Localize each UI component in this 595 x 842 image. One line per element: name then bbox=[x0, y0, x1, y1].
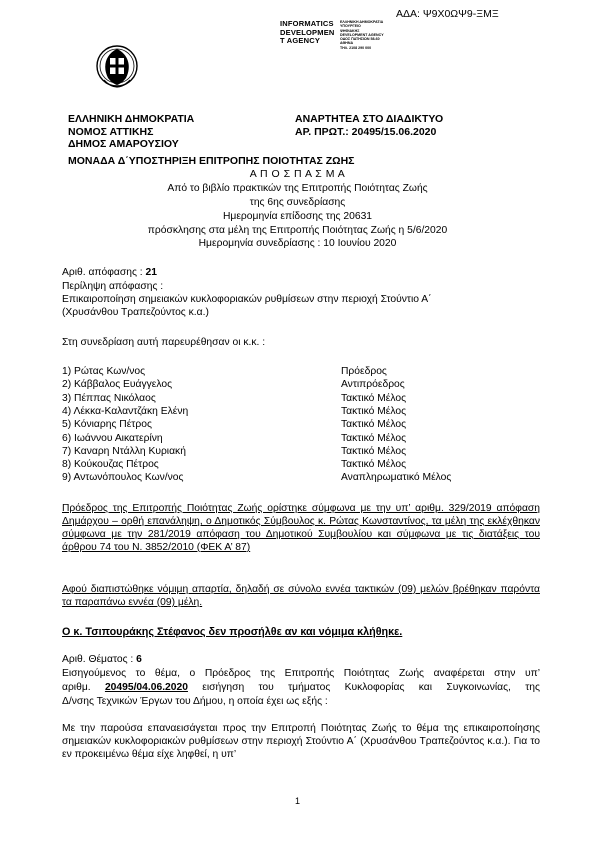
logo-small-line: ΤΗΛ. 2108 290 000 bbox=[340, 45, 372, 50]
list-item bbox=[62, 378, 172, 391]
member-role: Αντιπρόεδρος bbox=[341, 379, 405, 391]
intro-line: της 6ης συνεδρίασης bbox=[249, 197, 346, 208]
member-name: 6) Ιωάννου Αικατερίνη bbox=[62, 432, 163, 444]
list-item bbox=[62, 405, 188, 418]
quorum-paragraph: Αφού διαπιστώθηκε νόμιμη απαρτία, δηλαδή σε σύνολο εννέα τακτικών (09) μελών βρέθηκαν παρόντα τα παραπάνω εννέα (09) μέλη. bbox=[62, 584, 540, 608]
member-name: 7) Καναρη Ντάλλη Κυριακή bbox=[62, 445, 186, 457]
topic-line: Εισηγούμενος το θέμα, ο Πρόεδρος της Επιτροπής Ποιότητας Ζωής αναφέρεται στην υπ’ bbox=[62, 668, 540, 679]
topic-number-row bbox=[62, 653, 142, 666]
logo-small-text bbox=[340, 20, 384, 50]
member-role: Τακτικό Μέλος bbox=[341, 459, 407, 471]
member-name: 9) Αντωνόπουλος Κων/νος bbox=[62, 472, 184, 484]
logo-line: INFORMATICS bbox=[280, 19, 334, 28]
unit-title: ΜΟΝΑΔΑ Δ΄ΥΠΟΣΤΗΡΙΞΗ ΕΠΙΤΡΟΠΗΣ ΠΟΙΟΤΗΤΑΣ ΖΩΗΣ bbox=[68, 155, 355, 167]
intro-line: πρόσκλησης στα μέλη της Επιτροπής Ποιότητας Ζωής η 5/6/2020 bbox=[147, 225, 448, 236]
member-role: Αναπληρωματικό Μέλος bbox=[341, 472, 452, 484]
topic-line: Δ/νσης Τεχνικών Έργων του Δήμου, η οποία έχει ως εξής : bbox=[62, 696, 328, 707]
members-list bbox=[62, 365, 532, 485]
header-prefecture: ΝΟΜΟΣ ΑΤΤΙΚΗΣ bbox=[68, 125, 154, 138]
intro-line: Από το βιβλίο πρακτικών της Επιτροπής Ποιότητας Ζωής bbox=[167, 183, 428, 194]
topic-number-label: Αριθ. Θέματος : bbox=[62, 654, 134, 665]
absent-note: Ο κ. Τσιπουράκης Στέφανος δεν προσήλθε αν και νόμιμα κλήθηκε. bbox=[62, 626, 403, 638]
topic-line bbox=[62, 681, 540, 694]
attendance-intro: Στη συνεδρίαση αυτή παρευρέθησαν οι κ.κ. : bbox=[62, 337, 266, 348]
topic-ref-suffix: εισήγηση του τμήματος Κυκλοφορίας και Συγκοινωνίας, της bbox=[202, 682, 540, 693]
topic-ref-prefix: αριθμ. bbox=[62, 682, 91, 693]
summary-line: Επικαιροποίηση σημειακών κυκλοφοριακών ρυθμίσεων στην περιοχή Στούντιο Α΄ bbox=[62, 294, 432, 305]
list-item bbox=[62, 445, 186, 458]
list-item bbox=[62, 432, 163, 445]
member-name: 4) Λέκκα-Καλαντζάκη Ελένη bbox=[62, 405, 189, 417]
member-role: Τακτικό Μέλος bbox=[341, 445, 407, 457]
decision-number-row bbox=[62, 266, 157, 279]
logo-small-line: ΥΠΟΥΡΓΕΙΟ bbox=[340, 24, 361, 29]
header-right bbox=[295, 113, 443, 138]
summary-label: Περίληψη απόφασης : bbox=[62, 281, 164, 292]
member-name: 2) Κάββαλος Ευάγγελος bbox=[62, 379, 173, 391]
header-municipality: ΔΗΜΟΣ ΑΜΑΡΟΥΣΙΟΥ bbox=[68, 138, 179, 150]
logo-small-line: DEVELOPMENT AGENCY bbox=[340, 32, 384, 37]
member-role: Τακτικό Μέλος bbox=[341, 392, 407, 404]
publish-online-note: ΑΝΑΡΤΗΤΕΑ ΣΤΟ ΔΙΑΔΙΚΤΥΟ bbox=[295, 113, 444, 125]
list-item bbox=[62, 418, 152, 431]
list-item bbox=[62, 392, 156, 405]
member-role: Τακτικό Μέλος bbox=[341, 405, 407, 417]
proposal-reference: 20495/04.06.2020 bbox=[104, 682, 188, 693]
member-role: Πρόεδρος bbox=[341, 366, 387, 377]
member-name: 5) Κόνιαρης Πέτρος bbox=[62, 419, 152, 431]
ada-code: ΑΔΑ: Ψ9Χ0ΩΨ9-ΞΜΞ bbox=[396, 8, 499, 20]
body-paragraph: Με την παρούσα επαναεισάγεται προς την Επιτροπή Ποιότητας Ζωής το θέμα της επικαιροποίησης σημειακών κυκλοφοριακών ρυθμίσεων στην περιοχή Στούντιο Α΄ (Χρυσάνθου Τραπεζούντος κ.α.). Για το εν προκειμένω θέμα είχε ληφθεί, η υπ’ bbox=[62, 723, 540, 760]
header-left bbox=[68, 113, 194, 151]
list-item bbox=[62, 365, 145, 378]
logo-line: DEVELOPMEN bbox=[280, 27, 335, 37]
logo-small-line: ΕΛΛΗΝΙΚΗ ΔΗΜΟΚΡΑΤΙΑ bbox=[340, 20, 384, 24]
member-name: 3) Πέππας Νικόλαος bbox=[62, 392, 156, 404]
document-title: Α Π Ο Σ Π Α Σ Μ Α bbox=[249, 168, 346, 180]
member-name: 8) Κούκουζας Πέτρος bbox=[62, 459, 159, 471]
decision-number: 21 bbox=[145, 267, 157, 278]
logo-small-line: ΟΔΟΣ ΠΑΤΗΣΙΩΝ 58-60 bbox=[340, 37, 380, 42]
intro-line: Ημερομηνία συνεδρίασης : 10 Ιουνίου 2020 bbox=[198, 238, 397, 249]
page-number: 1 bbox=[294, 796, 300, 806]
logo-line: T AGENCY bbox=[280, 36, 321, 45]
logo-small-line: ΨΗΦΙΑΚΗΣ bbox=[340, 28, 360, 33]
intro-line: Ημερομηνία επίδοσης της 20631 bbox=[222, 211, 373, 222]
protocol-number: ΑΡ. ΠΡΩΤ.: 20495/15.06.2020 bbox=[295, 125, 437, 138]
member-name: 1) Ρώτας Κων/νος bbox=[62, 366, 146, 377]
member-role: Τακτικό Μέλος bbox=[341, 432, 407, 444]
header-country: ΕΛΛΗΝΙΚΗ ΔΗΜΟΚΡΑΤΙΑ bbox=[68, 113, 195, 125]
greek-coat-of-arms-icon bbox=[96, 18, 138, 110]
decision-number-label: Αριθ. απόφασης : bbox=[62, 267, 143, 278]
member-role: Τακτικό Μέλος bbox=[341, 419, 407, 431]
chair-paragraph: Πρόεδρος της Επιτροπής Ποιότητας Ζωής ορίστηκε σύμφωνα με την υπ’ αριθμ. 329/2019 απόφαση Δημάρχου – ορθή επανάληψη, ο Δημοτικός Σύμβουλος κ. Ρώτας Κωνσταντίνος, τα μέλη της εκλέχθηκαν σύμφωνα με την 281/2019 απόφαση του Δημοτικού Συμβουλίου και σύμφωνα με τις διατάξεις του άρθρου 74 του Ν. 3852/2010 (ΦΕΚ Α’ 87) bbox=[62, 503, 540, 553]
ida-logo bbox=[280, 19, 384, 50]
logo-small-line: ΑΘΗΝΑ bbox=[340, 41, 354, 46]
summary-line: (Χρυσάνθου Τραπεζούντος κ.α.) bbox=[62, 307, 209, 318]
list-item bbox=[62, 458, 159, 471]
topic-number: 6 bbox=[136, 654, 142, 665]
list-item bbox=[62, 471, 183, 484]
